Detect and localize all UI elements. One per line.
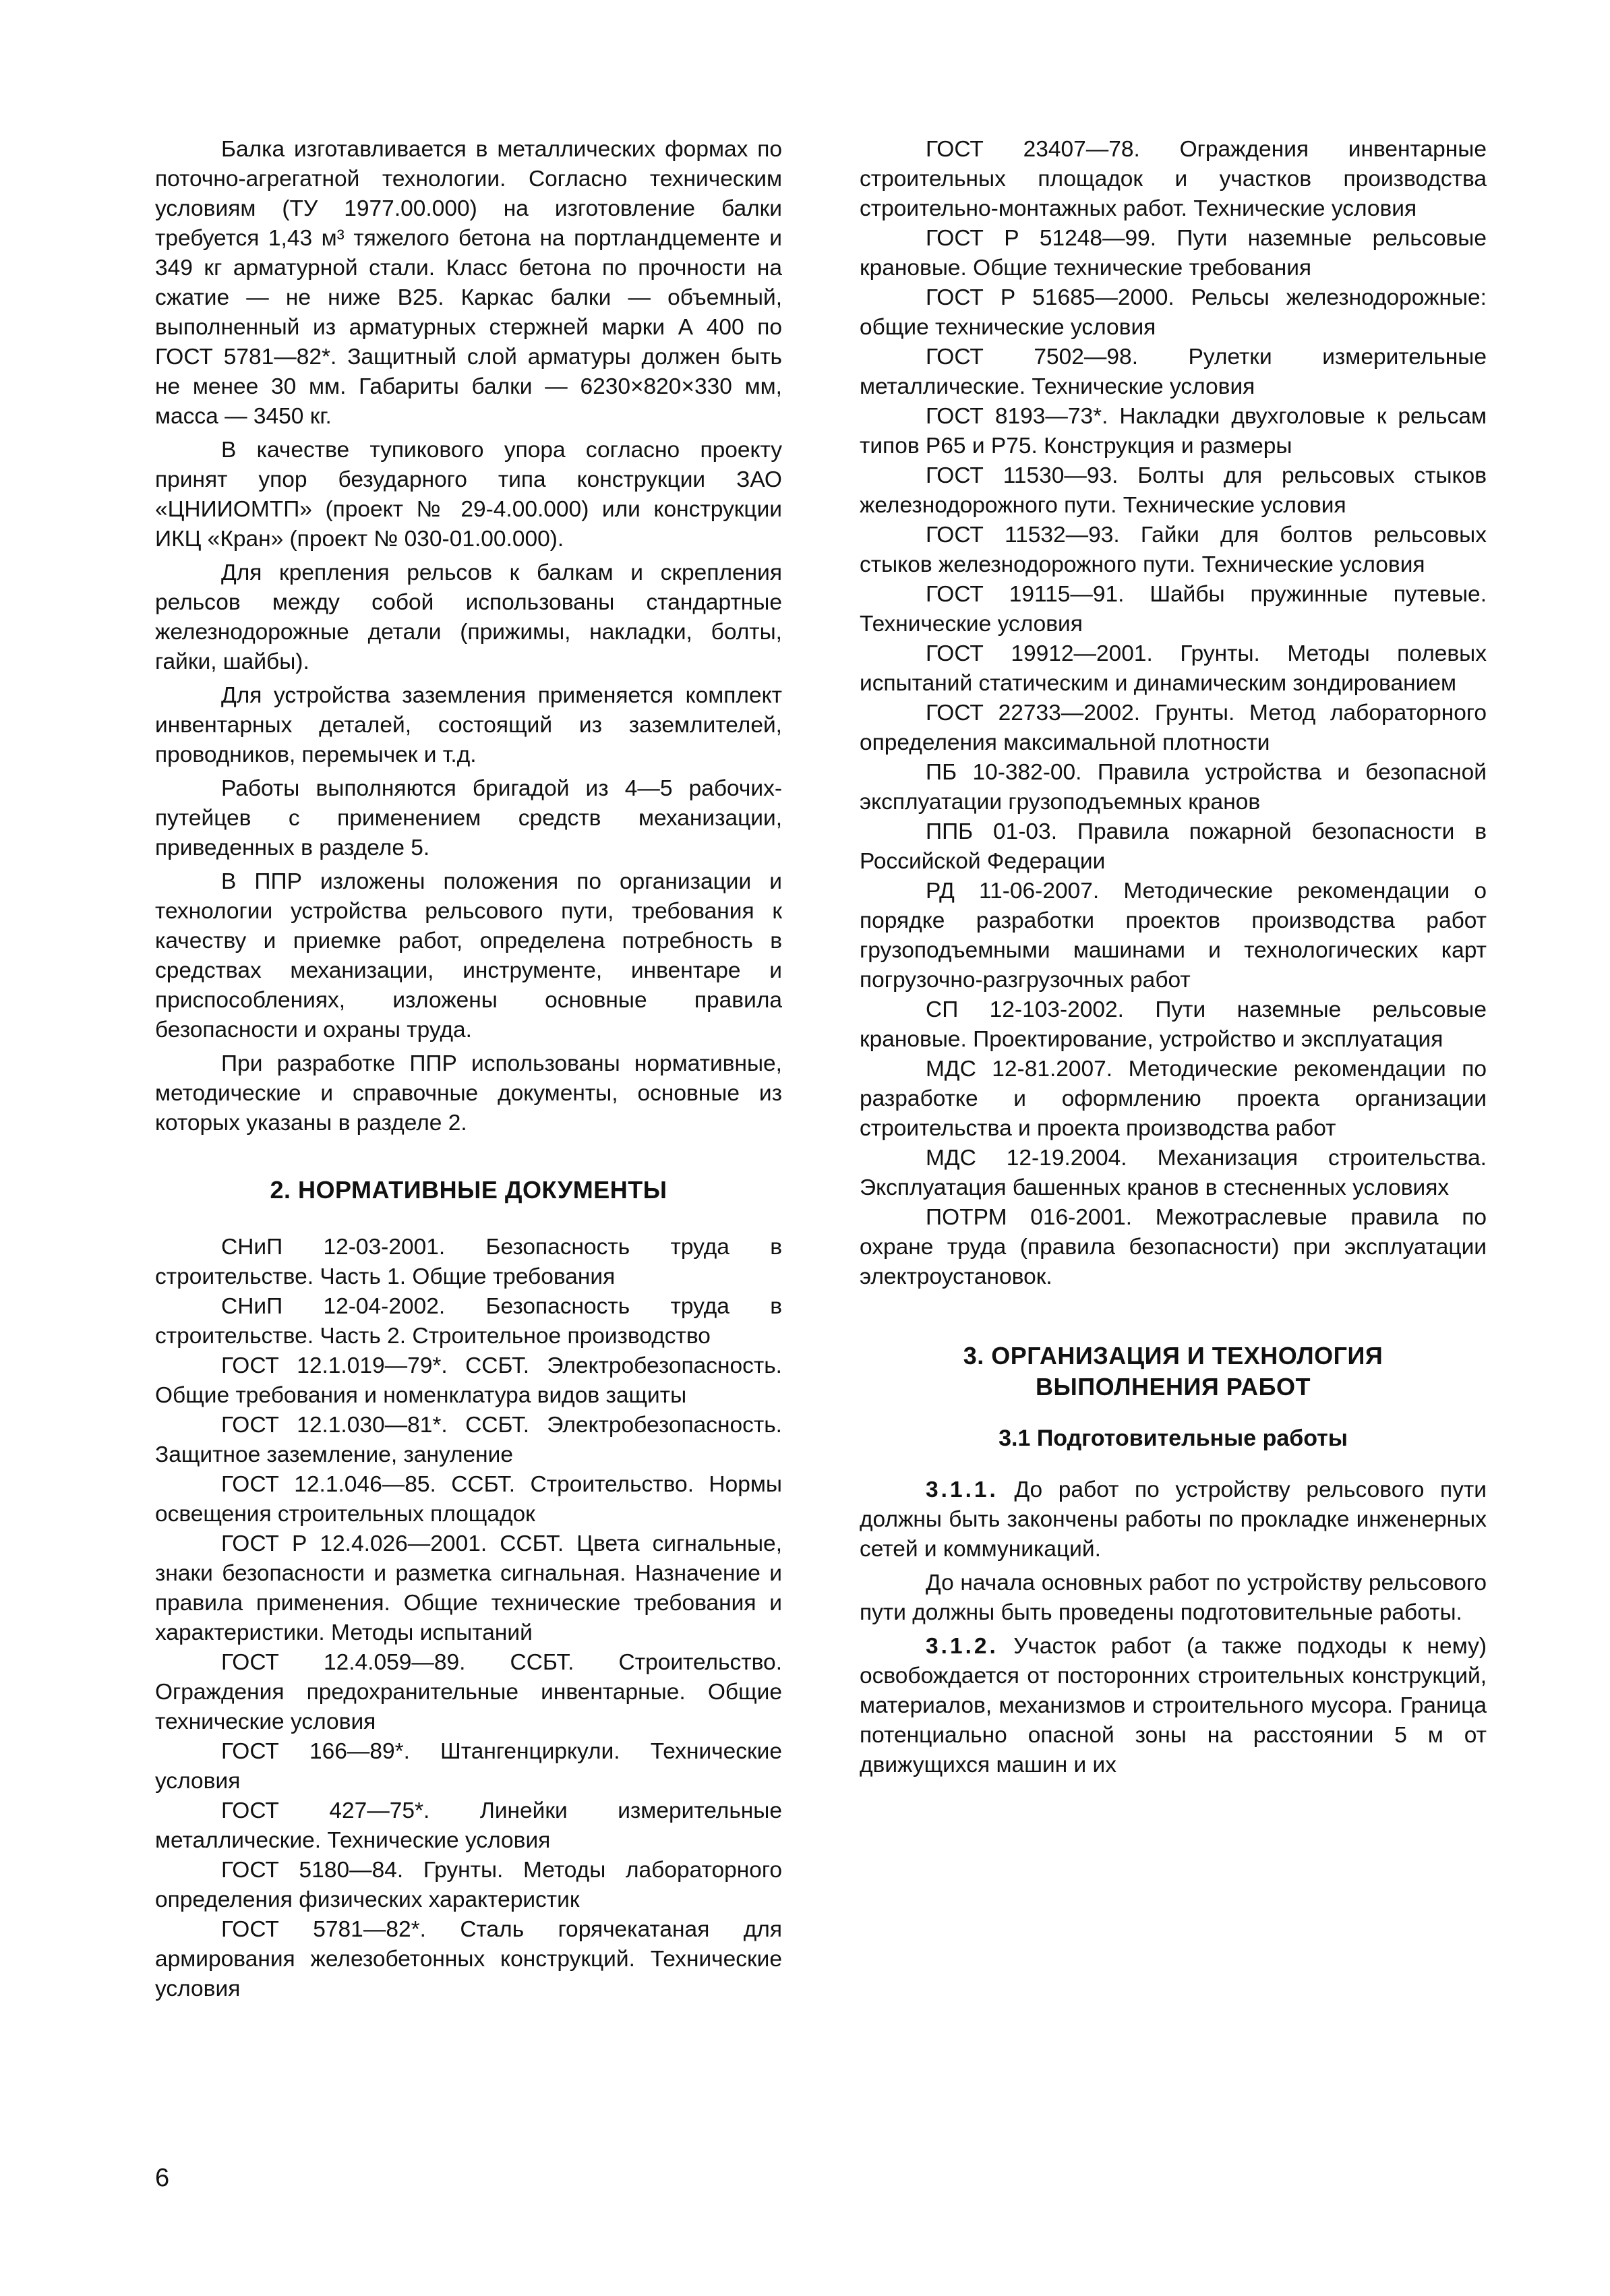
intro-paragraph-7: При разработке ППР использованы нормативные, методические и справочные документы, основные из которых указаны в разделе 2. <box>155 1051 782 1136</box>
clause-3-1-1-extra: До начала основных работ по устройству рельсового пути должны быть проведены подготовительные работы. <box>860 1570 1487 1625</box>
doc-item: ГОСТ Р 51685—2000. Рельсы железнодорожные: общие технические условия <box>860 285 1487 340</box>
clause-3-1-1 <box>860 1475 1487 1564</box>
doc-item: ГОСТ 22733—2002. Грунты. Метод лабораторного определения максимальной плотности <box>860 701 1487 755</box>
clause-3-1-2-text: Участок работ (а также подходы к нему) освобождается от посторонних строительных конструкций, материалов, механизмов и строительного мусора. Граница потенциально опасной зоны на расстоянии 5 м от движущихся машин и их <box>860 1634 1487 1777</box>
right-column <box>860 135 1487 1780</box>
doc-item: ГОСТ 7502—98. Рулетки измерительные металлические. Технические условия <box>860 345 1487 399</box>
doc-item: ПОТРМ 016-2001. Межотраслевые правила по охране труда (правила безопасности) при эксплуатации электроустановок. <box>860 1205 1487 1289</box>
section-3-title-line-1: 3. ОРГАНИЗАЦИЯ И ТЕХНОЛОГИЯ <box>963 1342 1383 1370</box>
doc-item: ГОСТ 12.1.046—85. ССБТ. Строительство. Нормы освещения строительных площадок <box>155 1472 782 1527</box>
doc-item: СНиП 12-03-2001. Безопасность труда в строительстве. Часть 1. Общие требования <box>155 1235 782 1289</box>
intro-paragraph-5: Работы выполняются бригадой из 4—5 рабочих-путейцев с применением средств механизации, приведенных в разделе 5. <box>155 776 782 860</box>
doc-item: СП 12-103-2002. Пути наземные рельсовые крановые. Проектирование, устройство и эксплуатация <box>860 997 1487 1052</box>
page-number: 6 <box>155 2164 170 2192</box>
section-2-title: 2. НОРМАТИВНЫЕ ДОКУМЕНТЫ <box>270 1176 667 1204</box>
clause-3-1-2 <box>860 1632 1487 1780</box>
doc-item: МДС 12-81.2007. Методические рекомендации по разработке и оформлению проекта организации строительства и проекта производства работ <box>860 1057 1487 1141</box>
doc-item: ГОСТ 12.1.030—81*. ССБТ. Электробезопасность. Защитное заземление, зануление <box>155 1413 782 1467</box>
doc-item: ГОСТ 12.1.019—79*. ССБТ. Электробезопасность. Общие требования и номенклатура видов защиты <box>155 1353 782 1408</box>
intro-paragraph-3: Для крепления рельсов к балкам и скрепления рельсов между собой использованы стандартные железнодорожные детали (прижимы, накладки, болты, гайки, шайбы). <box>155 560 782 674</box>
intro-paragraph-6: В ППР изложены положения по организации и технологии устройства рельсового пути, требования к качеству и приемке работ, определена потребность в средствах механизации, инструменте, инвентаре и приспособлениях, изложены основные правила безопасности и охраны труда. <box>155 869 782 1042</box>
doc-item: ГОСТ 11532—93. Гайки для болтов рельсовых стыков железнодорожного пути. Технические условия <box>860 523 1487 577</box>
intro-paragraph-2: В качестве тупикового упора согласно проекту принят упор безударного типа конструкции ЗАО «ЦНИИОМТП» (проект № 29-4.00.000) или конструкции ИКЦ «Кран» (проект № 030-01.00.000). <box>155 438 782 552</box>
clause-3-1-2-number: 3.1.2. <box>926 1634 998 1659</box>
intro-paragraph-1: Балка изготавливается в металлических формах по поточно-агрегатной технологии. Согласно техническим условиям (ТУ 1977.00.000) на изготовление балки требуется 1,43 м³ тяжелого бетона на портландцементе и 349 кг арматурной стали. Класс бетона по прочности на сжатие — не ниже В25. Каркас балки — объемный, выполненный из арматурных стержней марки А 400 по ГОСТ 5781—82*. Защитный слой арматуры должен быть не менее 30 мм. Габариты балки — 6230×820×330 мм, масса — 3450 кг. <box>155 137 782 429</box>
doc-item: ГОСТ 19912—2001. Грунты. Методы полевых испытаний статическим и динамическим зондированием <box>860 641 1487 696</box>
doc-item: МДС 12-19.2004. Механизация строительства. Эксплуатация башенных кранов в стесненных условиях <box>860 1146 1487 1200</box>
subsection-3-1-title: 3.1 Подготовительные работы <box>998 1425 1348 1451</box>
doc-item: ГОСТ 427—75*. Линейки измерительные металлические. Технические условия <box>155 1798 782 1853</box>
intro-paragraph-4: Для устройства заземления применяется комплект инвентарных деталей, состоящий из заземлителей, проводников, перемычек и т.д. <box>155 683 782 767</box>
doc-item: ГОСТ 8193—73*. Накладки двухголовые к рельсам типов Р65 и Р75. Конструкция и размеры <box>860 404 1487 459</box>
doc-item: ГОСТ 12.4.059—89. ССБТ. Строительство. Ограждения предохранительные инвентарные. Общие технические условия <box>155 1650 782 1734</box>
doc-item: ГОСТ 166—89*. Штангенциркули. Технические условия <box>155 1739 782 1794</box>
left-column <box>155 135 782 2004</box>
clause-3-1-1-text: До работ по устройству рельсового пути должны быть закончены работы по прокладке инженерных сетей и коммуникаций. <box>860 1477 1487 1562</box>
doc-item: ГОСТ 5781—82*. Сталь горячекатаная для армирования железобетонных конструкций. Технические условия <box>155 1917 782 2001</box>
section-3-title-line-2: ВЫПОЛНЕНИЯ РАБОТ <box>1036 1373 1311 1401</box>
doc-item: ППБ 01-03. Правила пожарной безопасности в Российской Федерации <box>860 819 1487 874</box>
doc-item: ГОСТ 5180—84. Грунты. Методы лабораторного определения физических характеристик <box>155 1858 782 1912</box>
doc-item: СНиП 12-04-2002. Безопасность труда в строительстве. Часть 2. Строительное производство <box>155 1294 782 1349</box>
doc-item: ГОСТ 11530—93. Болты для рельсовых стыков железнодорожного пути. Технические условия <box>860 463 1487 518</box>
clause-3-1-1-number: 3.1.1. <box>926 1477 998 1502</box>
doc-item: ГОСТ 19115—91. Шайбы пружинные путевые. Технические условия <box>860 582 1487 637</box>
doc-item: ГОСТ Р 12.4.026—2001. ССБТ. Цвета сигнальные, знаки безопасности и разметка сигнальная. Назначение и правила применения. Общие технические требования и характеристики. Методы испытаний <box>155 1531 782 1645</box>
doc-item: ГОСТ 23407—78. Ограждения инвентарные строительных площадок и участков производства строительно-монтажных работ. Технические условия <box>860 137 1487 221</box>
doc-item: ГОСТ Р 51248—99. Пути наземные рельсовые крановые. Общие технические требования <box>860 226 1487 281</box>
doc-item: РД 11-06-2007. Методические рекомендации о порядке разработки проектов производства работ грузоподъемными машинами и технологических карт погрузочно-разгрузочных работ <box>860 879 1487 993</box>
doc-item: ПБ 10-382-00. Правила устройства и безопасной эксплуатации грузоподъемных кранов <box>860 760 1487 815</box>
